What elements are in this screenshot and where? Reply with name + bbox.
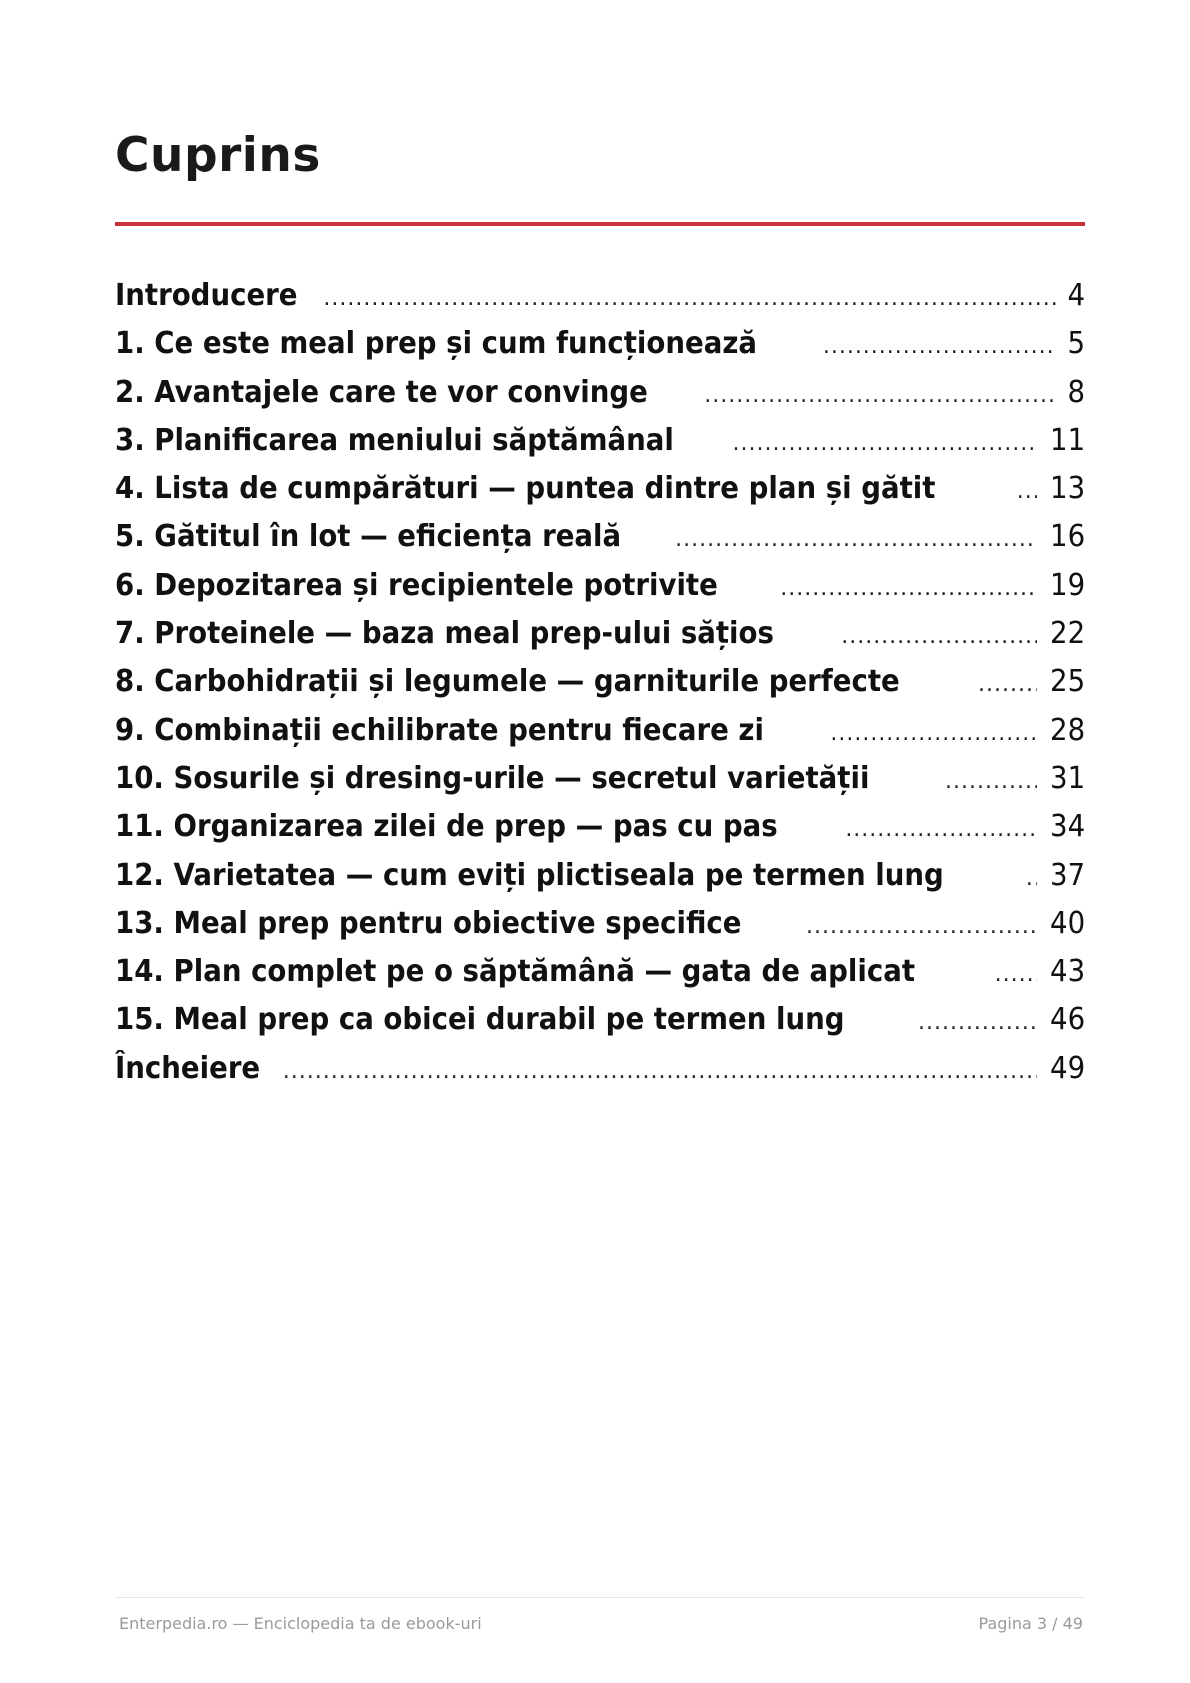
- toc-entry-label: 2. Avantajele care te vor convinge: [115, 374, 648, 410]
- toc-entry-chapter-11[interactable]: [115, 809, 1085, 857]
- footer-page-number: Pagina 3 / 49: [978, 1614, 1083, 1633]
- toc-entry-label: 7. Proteinele — baza meal prep-ului sățios: [115, 616, 774, 652]
- toc-dot-leader: [978, 672, 1037, 697]
- toc-entry-chapter-12[interactable]: [115, 858, 1085, 906]
- toc-entry-chapter-10[interactable]: [115, 761, 1085, 809]
- toc-entry-label: 11. Organizarea zilei de prep — pas cu pas: [115, 809, 778, 845]
- toc-page-number: 37: [1049, 857, 1085, 893]
- toc-dot-leader: [841, 624, 1037, 649]
- toc-dot-leader: [675, 527, 1037, 552]
- toc-dot-leader: [733, 431, 1037, 456]
- toc-page-number: 22: [1049, 616, 1085, 652]
- toc-dot-leader: [845, 817, 1037, 842]
- toc-entry-incheiere[interactable]: [115, 1051, 1085, 1099]
- toc-entry-chapter-9[interactable]: [115, 713, 1085, 761]
- toc-entry-label: 12. Varietatea — cum eviți plictiseala pe termen lung: [115, 857, 944, 893]
- footer-site-name: Enterpedia.ro — Enciclopedia ta de ebook-uri: [119, 1614, 482, 1633]
- toc-dot-leader: [823, 334, 1056, 359]
- toc-entry-label: 5. Gătitul în lot — eficiența reală: [115, 519, 622, 555]
- toc-entry-label: 13. Meal prep pentru obiective specifice: [115, 905, 742, 941]
- footer-divider: [115, 1597, 1085, 1598]
- toc-page-number: 43: [1049, 954, 1085, 990]
- toc-page-number: 8: [1067, 374, 1085, 410]
- title-divider: [115, 222, 1085, 226]
- toc-entry-chapter-15[interactable]: [115, 1002, 1085, 1050]
- toc-page-number: 19: [1049, 567, 1085, 603]
- toc-dot-leader: [1026, 866, 1037, 891]
- toc-entry-label: 9. Combinații echilibrate pentru fiecare zi: [115, 712, 764, 748]
- toc-entry-label: Încheiere: [115, 1050, 261, 1086]
- toc-entry-chapter-6[interactable]: [115, 568, 1085, 616]
- toc-entry-label: 6. Depozitarea și recipientele potrivite: [115, 567, 718, 603]
- toc-entry-chapter-13[interactable]: [115, 906, 1085, 954]
- toc-page-number: 25: [1049, 664, 1085, 700]
- toc-dot-leader: [1017, 479, 1037, 504]
- toc-entry-chapter-1[interactable]: [115, 326, 1085, 374]
- toc-page-number: 40: [1049, 905, 1085, 941]
- toc-entry-chapter-2[interactable]: [115, 375, 1085, 423]
- toc-entry-chapter-7[interactable]: [115, 616, 1085, 664]
- toc-dot-leader: [283, 1059, 1037, 1084]
- toc-page-number: 34: [1049, 809, 1085, 845]
- toc-entry-chapter-4[interactable]: [115, 471, 1085, 519]
- toc-entry-chapter-8[interactable]: [115, 664, 1085, 712]
- toc-page-number: 49: [1049, 1050, 1085, 1086]
- toc-dot-leader: [806, 914, 1037, 939]
- toc-entry-chapter-14[interactable]: [115, 954, 1085, 1002]
- toc-entry-label: 4. Lista de cumpărături — puntea dintre plan și gătit: [115, 471, 936, 507]
- toc-dot-leader: [780, 576, 1037, 601]
- toc-page-number: 28: [1049, 712, 1085, 748]
- toc-dot-leader: [704, 383, 1056, 408]
- toc-dot-leader: [995, 962, 1037, 987]
- toc-page-number: 16: [1049, 519, 1085, 555]
- table-of-contents: [115, 278, 1085, 1099]
- toc-entry-label: 1. Ce este meal prep și cum funcționează: [115, 326, 758, 362]
- toc-entry-label: Introducere: [115, 278, 298, 313]
- toc-page-number: 31: [1049, 760, 1085, 796]
- toc-entry-introducere[interactable]: [115, 278, 1085, 326]
- toc-entry-label: 15. Meal prep ca obicei durabil pe termen lung: [115, 1002, 845, 1038]
- toc-page-number: 4: [1067, 278, 1085, 313]
- toc-dot-leader: [323, 286, 1056, 311]
- toc-entry-chapter-5[interactable]: [115, 519, 1085, 567]
- toc-entry-label: 14. Plan complet pe o săptămână — gata de aplicat: [115, 954, 916, 990]
- toc-entry-label: 3. Planificarea meniului săptămânal: [115, 422, 674, 458]
- toc-dot-leader: [945, 769, 1037, 794]
- toc-page-number: 11: [1049, 422, 1085, 458]
- toc-entry-label: 8. Carbohidrații și legumele — garniturile perfecte: [115, 664, 900, 700]
- toc-entry-chapter-3[interactable]: [115, 423, 1085, 471]
- toc-dot-leader: [918, 1010, 1037, 1035]
- toc-page-number: 5: [1067, 326, 1085, 362]
- toc-entry-label: 10. Sosurile și dresing-urile — secretul varietății: [115, 760, 870, 796]
- toc-page-number: 13: [1049, 471, 1085, 507]
- toc-page-number: 46: [1049, 1002, 1085, 1038]
- toc-dot-leader: [830, 721, 1036, 746]
- page-title: Cuprins: [115, 128, 321, 183]
